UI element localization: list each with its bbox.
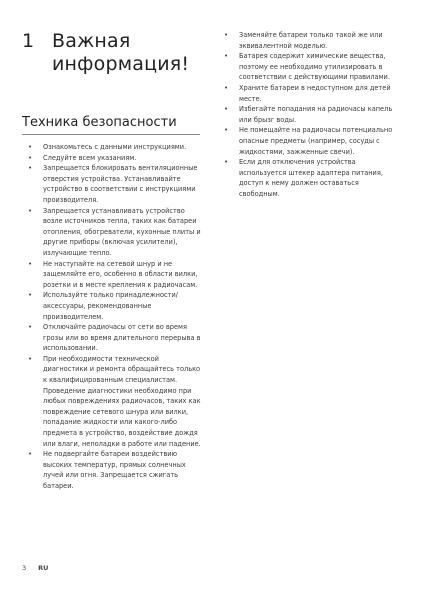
list-item (218, 125, 400, 157)
list-item (218, 157, 400, 199)
list-item-text: Заменяйте батареи только такой же или эквивалентной моделью. (239, 31, 383, 50)
list-item (22, 354, 202, 449)
chapter-title-line-2: информация! (52, 53, 190, 75)
safety-list-right (218, 30, 400, 200)
list-item (22, 290, 202, 322)
list-item (218, 51, 400, 83)
list-item (218, 30, 400, 51)
safety-list-left (22, 142, 202, 492)
list-item-text: Если для отключения устройства используется штекер адаптера питания, доступ к нему должен оставаться свободным. (239, 158, 383, 198)
bullet-icon: • (28, 323, 33, 332)
list-item-text: Не наступайте на сетевой шнур и не защемляйте его, особенно в области вилки, розетки и в месте крепления к радиочасам. (43, 259, 198, 289)
list-item (218, 104, 400, 125)
section-divider (22, 134, 200, 135)
list-item (22, 206, 202, 259)
page-footer (22, 564, 48, 572)
list-item-text: Запрещается устанавливать устройство возле источников тепла, таких как батареи отопления, обогреватели, кухонные плиты и другие приборы (включая усилители), излучающие тепло. (43, 206, 201, 257)
bullet-icon: • (28, 206, 33, 215)
list-item-text: При необходимости технической диагностики и ремонта обращайтесь только к квалифицированным специалистам. Проведение диагностики необходимо при любых повреждениях радиочасов, таких как повреждение сетевого шнура или вилки, попадание жидкости или какого-либо предмета в устройство, воздействие дождя или влаги, неполадки в работе или падение. (43, 354, 201, 448)
list-item-text: Отключайте радиочасы от сети во время грозы или во время длительного перерыва в использовании. (43, 323, 201, 353)
list-item (218, 83, 400, 104)
bullet-icon: • (28, 153, 33, 162)
bullet-icon: • (224, 31, 229, 39)
bullet-icon: • (28, 164, 33, 173)
list-item-text: Не подвергайте батареи воздействию высоких температур, прямых солнечных лучей или огня. Запрещается сжигать батареи. (43, 450, 186, 490)
bullet-icon: • (224, 126, 229, 135)
list-item (22, 322, 202, 354)
chapter-heading (22, 30, 212, 76)
bullet-icon: • (224, 52, 229, 61)
list-item (22, 259, 202, 291)
bullet-icon: • (28, 143, 33, 151)
list-item-text: Следуйте всем указаниям. (43, 153, 137, 162)
chapter-title-line-1: Важная (52, 30, 131, 52)
bullet-icon: • (224, 105, 229, 114)
bullet-icon: • (28, 354, 33, 363)
bullet-icon: • (28, 259, 33, 268)
list-item-text: Используйте только принадлежности/аксессуары, рекомендованные производителем. (43, 291, 179, 321)
list-item-text: Запрещается блокировать вентиляционные отверстия устройства. Устанавливайте устройство в соответствии с инструкциями производителя. (43, 164, 198, 204)
bullet-icon: • (224, 158, 229, 167)
page-number: 3 (22, 564, 27, 572)
list-item (22, 449, 202, 491)
list-item (22, 153, 202, 164)
list-item-text: Избегайте попадания на радиочасы капель или брызг воды. (239, 105, 393, 124)
language-code: RU (38, 564, 49, 572)
list-item-text: Ознакомьтесь с данными инструкциями. (43, 143, 187, 151)
bullet-icon: • (224, 83, 229, 92)
list-item (22, 142, 202, 153)
section-title: Техника безопасности (22, 115, 177, 130)
bullet-icon: • (28, 450, 33, 459)
chapter-number: 1 (22, 30, 35, 52)
list-item-text: Не помещайте на радиочасы потенциально опасные предметы (например, сосуды с жидкостями, зажженные свечи). (239, 126, 393, 156)
list-item-text: Храните батареи в недоступном для детей месте. (239, 83, 391, 103)
list-item (22, 163, 202, 205)
bullet-icon: • (28, 291, 33, 300)
list-item-text: Батарея содержит химические вещества, поэтому ее необходимо утилизировать в соответствии с действующими правилами. (239, 52, 390, 82)
chapter-title (52, 30, 189, 76)
